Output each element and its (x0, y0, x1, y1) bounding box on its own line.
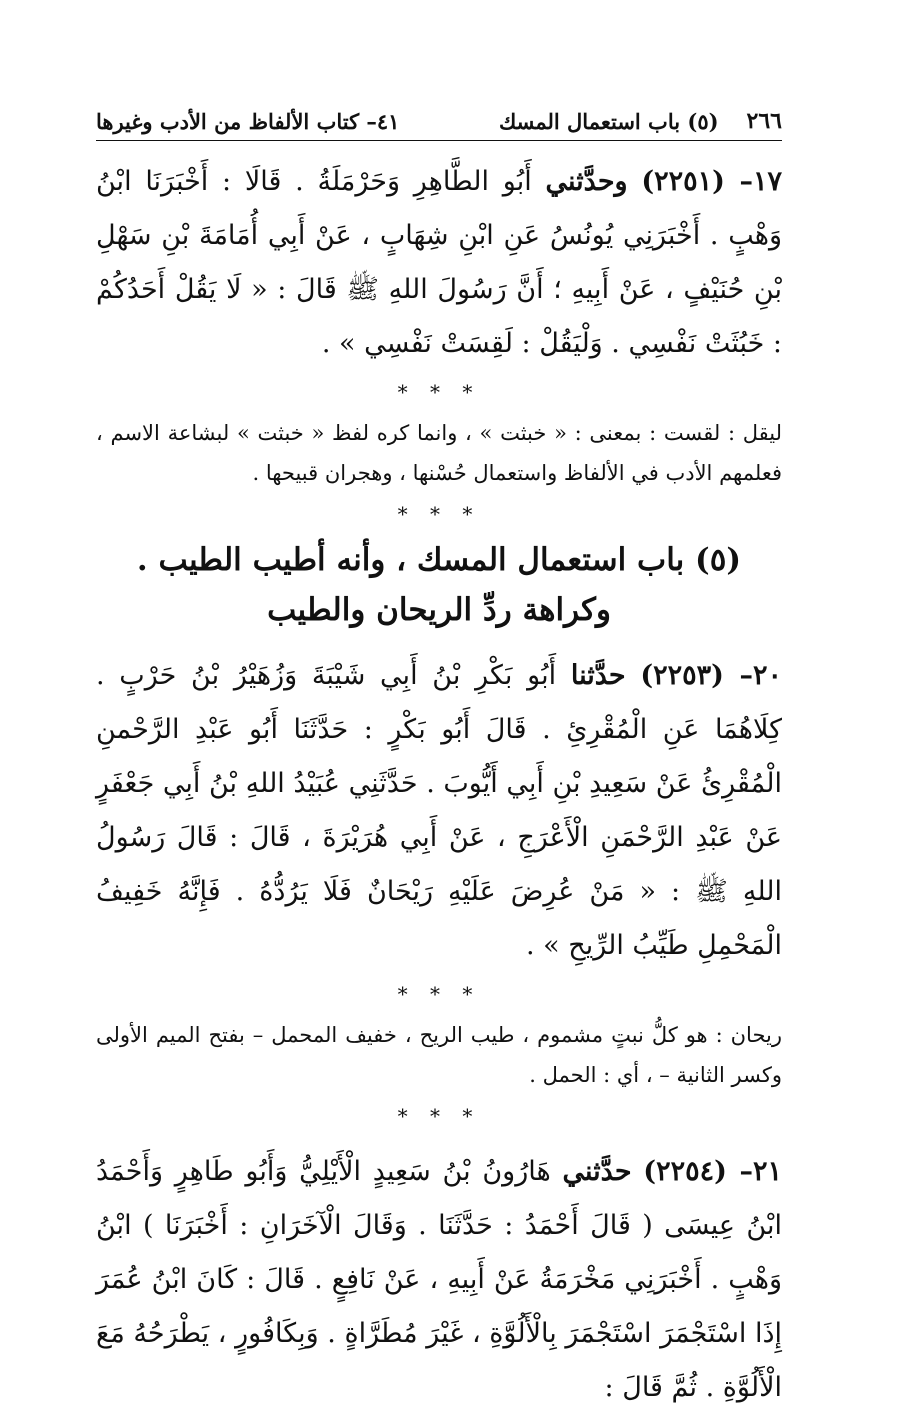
hadith-text: أَبُو الطَّاهِرِ وَحَرْمَلَةُ . قَالَا : أَخْبَرَنَا ابْنُ وَهْبٍ . أَخْبَرَنِي يُونُسُ عَنِ ابْنِ شِهَابٍ ، عَنْ أَبِي أُمَامَةَ بْنِ سَهْلِ بْنِ حُنَيْفٍ ، عَنْ أَبِيهِ ؛ أَنَّ رَسُولَ اللهِ ﷺ قَالَ : « لَا يَقُلْ أَحَدُكُمْ : خَبُثَتْ نَفْسِي . وَلْيَقُلْ : لَقِسَتْ نَفْسِي » . (96, 166, 782, 359)
chapter-running-title: (٥) باب استعمال المسك (498, 109, 719, 134)
commentary-note: ليقل : لقست : بمعنى : « خبثت » ، وانما كره لفظ « خبثت » لبشاعة الاسم ، فعلمهم الأدب في الألفاظ واستعمال حُسْنها ، وهجران قبيحها . (96, 421, 782, 485)
chapter-heading-line: وكراهة ردِّ الريحان والطيب (267, 592, 611, 628)
hadith-lead-word: حدَّثنا (570, 660, 626, 691)
hadith-lead-word: حدَّثني (562, 1156, 632, 1187)
chapter-heading-line: (٥) باب استعمال المسك ، وأنه أطيب الطيب . (136, 542, 742, 578)
section-separator: * * * (397, 380, 481, 404)
chapter-heading (96, 535, 782, 635)
hadith-number: ٢١– (٢٢٥٤) (643, 1156, 782, 1187)
running-header (96, 108, 782, 141)
hadith-21 (96, 1145, 782, 1415)
hadith-number: ٢٠– (٢٢٥٣) (640, 660, 782, 691)
commentary-note: ريحان : هو كلُّ نبتٍ مشموم ، طيب الريح ، خفيف المحمل – بفتح الميم الأولى وكسر الثانية – ، أي : الحمل . (96, 1023, 782, 1087)
hadith-text: هَارُونُ بْنُ سَعِيدٍ الْأَيْلِيُّ وَأَبُو طَاهِرٍ وَأَحْمَدُ ابْنُ عِيسَى ( قَالَ أَحْمَدُ : حَدَّثَنَا . وَقَالَ الْآخَرَانِ : أَخْبَرَنَا ) ابْنُ وَهْبٍ . أَخْبَرَنِي مَخْرَمَةُ عَنْ أَبِيهِ ، عَنْ نَافِعٍ . قَالَ : كَانَ ابْنُ عُمَرَ إِذَا اسْتَجْمَرَ اسْتَجْمَرَ بِالْأَلُوَّةِ ، غَيْرَ مُطَرَّاةٍ . وَبِكَافُورٍ ، يَطْرَحُهُ مَعَ الْأَلُوَّةِ . ثُمَّ قَالَ : (96, 1156, 782, 1403)
section-separator: * * * (397, 502, 481, 526)
hadith-lead-word: وحدَّثني (545, 166, 628, 197)
hadith-20 (96, 649, 782, 973)
section-separator: * * * (397, 982, 481, 1006)
book-running-title: ٤١– كتاب الألفاظ من الأدب وغيرها (96, 109, 400, 134)
hadith-number: ١٧– (٢٢٥١) (641, 166, 782, 197)
page-number: ٢٦٦ (746, 108, 782, 134)
hadith-17 (96, 155, 782, 371)
section-separator: * * * (397, 1104, 481, 1128)
hadith-text: أَبُو بَكْرِ بْنُ أَبِي شَيْبَةَ وَزُهَيْرُ بْنُ حَرْبٍ . كِلَاهُمَا عَنِ الْمُقْرِئِ . قَالَ أَبُو بَكْرٍ : حَدَّثَنَا أَبُو عَبْدِ الرَّحْمنِ الْمُقْرِئُ عَنْ سَعِيدِ بْنِ أَبِي أَيُّوبَ . حَدَّثَنِي عُبَيْدُ اللهِ بْنُ أَبِي جَعْفَرٍ عَنْ عَبْدِ الرَّحْمَنِ الْأَعْرَجِ ، عَنْ أَبِي هُرَيْرَةَ ، قَالَ : قَالَ رَسُولُ اللهِ ﷺ : « مَنْ عُرِضَ عَلَيْهِ رَيْحَانٌ فَلَا يَرُدُّهُ . فَإِنَّهُ خَفِيفُ الْمَحْمِلِ طَيِّبُ الرِّيحِ » . (96, 660, 782, 961)
